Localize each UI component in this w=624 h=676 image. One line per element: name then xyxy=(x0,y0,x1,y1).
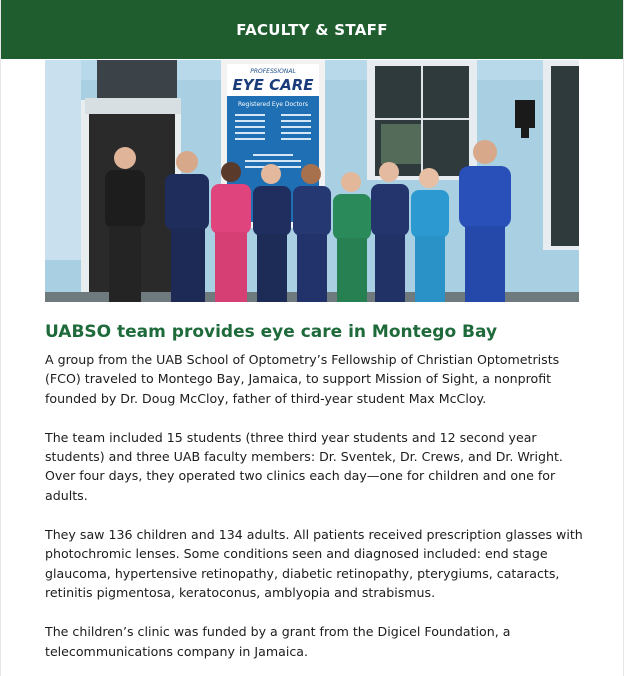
sign-brand-text: EYE CARE xyxy=(232,76,314,94)
article-paragraph: A group from the UAB School of Optometry’s Fellowship of Christian Optometrists (FCO) traveled to Montego Bay, Jamaica, to support Mission of Sight, a nonprofit founded by Dr. Doug McCloy, father of third-year student Max McCloy. xyxy=(45,352,560,406)
article-paragraph: They saw 136 children and 134 adults. All patients received prescription glasses with photochromic lenses. Some conditions seen and diagnosed included: end stage glaucoma, hypertensive retinopathy, diabetic retinopathy, pterygiums, cataracts, retinitis pigmentosa, keratoconus, amblyopia and strabismus. xyxy=(45,527,583,600)
sign-subtitle-text: Registered Eye Doctors xyxy=(237,101,309,108)
section-title: FACULTY & STAFF xyxy=(236,20,388,39)
team-photo-illustration xyxy=(45,60,579,302)
sign-professional-text: PROFESSIONAL xyxy=(250,68,296,75)
section-header xyxy=(1,0,623,59)
article-headline: UABSO team provides eye care in Montego Bay xyxy=(45,322,498,342)
article-paragraph: The children’s clinic was funded by a grant from the Digicel Foundation, a telecommunications company in Jamaica. xyxy=(45,624,511,659)
article-body xyxy=(45,350,593,676)
article-paragraph: The team included 15 students (three third year students and 12 second year students) and three UAB faculty members: Dr. Sventek, Dr. Crews, and Dr. Wright. Over four days, they operated two clinics each day—one for children and one for adults. xyxy=(45,429,563,503)
team-photo xyxy=(45,60,579,302)
